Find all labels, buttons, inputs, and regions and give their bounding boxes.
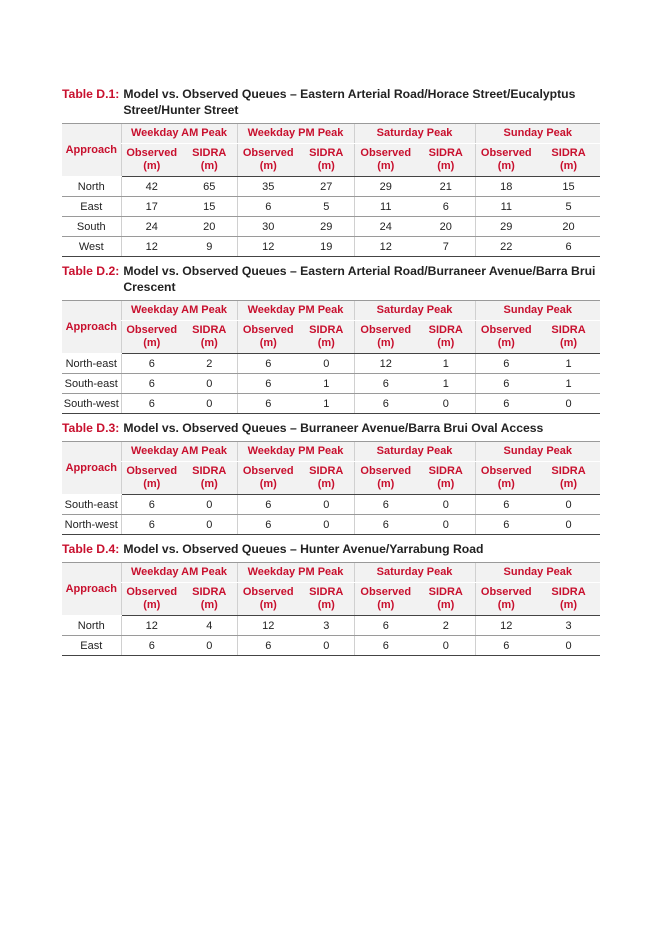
observed-cell: 35 — [237, 177, 299, 197]
table-body — [62, 177, 600, 257]
sidra-cell: 6 — [537, 237, 600, 257]
sidra-cell: 2 — [417, 616, 475, 636]
sidra-cell: 0 — [417, 636, 475, 656]
table-row — [62, 616, 600, 636]
observed-cell: 6 — [121, 394, 182, 414]
sidra-header: SIDRA (m) — [299, 321, 354, 354]
observed-cell: 6 — [475, 495, 537, 515]
observed-cell: 6 — [237, 354, 299, 374]
period-header: Saturday Peak — [354, 124, 475, 144]
table-caption — [62, 263, 600, 295]
observed-cell: 6 — [121, 495, 182, 515]
sidra-cell: 4 — [182, 616, 237, 636]
approach-cell: North — [62, 177, 121, 197]
observed-cell: 24 — [354, 217, 417, 237]
approach-cell: West — [62, 237, 121, 257]
table-row — [62, 354, 600, 374]
observed-header: Observed (m) — [237, 144, 299, 177]
observed-cell: 6 — [475, 636, 537, 656]
table-header — [62, 563, 600, 616]
table-row — [62, 197, 600, 217]
approach-cell: South-west — [62, 394, 121, 414]
sidra-cell: 15 — [182, 197, 237, 217]
period-header: Weekday PM Peak — [237, 124, 354, 144]
approach-cell: South-east — [62, 495, 121, 515]
observed-cell: 12 — [475, 616, 537, 636]
sidra-cell: 20 — [537, 217, 600, 237]
observed-header: Observed (m) — [354, 144, 417, 177]
table-header — [62, 124, 600, 177]
sidra-cell: 20 — [417, 217, 475, 237]
sidra-header: SIDRA (m) — [537, 321, 600, 354]
table-number: Table D.1: — [62, 87, 120, 101]
queue-table-section-2 — [62, 263, 600, 414]
observed-cell: 6 — [237, 394, 299, 414]
observed-header: Observed (m) — [237, 462, 299, 495]
sidra-cell: 0 — [182, 515, 237, 535]
observed-header: Observed (m) — [237, 321, 299, 354]
period-header: Weekday AM Peak — [121, 563, 237, 583]
approach-header: Approach — [62, 124, 121, 177]
table-row — [62, 394, 600, 414]
observed-cell: 6 — [354, 374, 417, 394]
sidra-cell: 3 — [537, 616, 600, 636]
observed-header: Observed (m) — [121, 583, 182, 616]
observed-cell: 6 — [354, 515, 417, 535]
sidra-header: SIDRA (m) — [417, 462, 475, 495]
table-row — [62, 237, 600, 257]
observed-cell: 12 — [354, 237, 417, 257]
queue-table — [62, 300, 600, 414]
sidra-cell: 3 — [299, 616, 354, 636]
sidra-cell: 0 — [299, 354, 354, 374]
sidra-cell: 19 — [299, 237, 354, 257]
table-number: Table D.3: — [62, 421, 120, 435]
observed-cell: 18 — [475, 177, 537, 197]
period-header: Saturday Peak — [354, 442, 475, 462]
sidra-cell: 0 — [417, 394, 475, 414]
sidra-cell: 1 — [299, 394, 354, 414]
table-caption — [62, 541, 600, 557]
period-header: Sunday Peak — [475, 442, 600, 462]
observed-cell: 11 — [354, 197, 417, 217]
table-title: Model vs. Observed Queues – Hunter Avenue/Yarrabung Road — [123, 542, 484, 556]
observed-header: Observed (m) — [237, 583, 299, 616]
sidra-cell: 0 — [537, 636, 600, 656]
approach-header: Approach — [62, 563, 121, 616]
queue-table — [62, 562, 600, 656]
period-header: Weekday AM Peak — [121, 442, 237, 462]
observed-cell: 6 — [237, 515, 299, 535]
sidra-cell: 0 — [182, 394, 237, 414]
approach-cell: South-east — [62, 374, 121, 394]
period-header: Weekday AM Peak — [121, 301, 237, 321]
sidra-cell: 0 — [537, 495, 600, 515]
sidra-header: SIDRA (m) — [537, 583, 600, 616]
observed-cell: 6 — [121, 374, 182, 394]
sidra-cell: 0 — [182, 495, 237, 515]
sidra-header: SIDRA (m) — [299, 144, 354, 177]
observed-header: Observed (m) — [475, 462, 537, 495]
observed-cell: 6 — [354, 636, 417, 656]
table-title: Model vs. Observed Queues – Eastern Arterial Road/Burraneer Avenue/Barra Brui Crescent — [123, 264, 596, 294]
period-header: Saturday Peak — [354, 563, 475, 583]
sidra-cell: 0 — [182, 636, 237, 656]
approach-cell: East — [62, 197, 121, 217]
observed-cell: 29 — [354, 177, 417, 197]
table-caption — [62, 420, 600, 436]
observed-header: Observed (m) — [121, 321, 182, 354]
observed-cell: 6 — [475, 515, 537, 535]
queue-table-section-1 — [62, 86, 600, 257]
period-header: Sunday Peak — [475, 563, 600, 583]
queue-table — [62, 441, 600, 535]
observed-cell: 6 — [121, 636, 182, 656]
approach-header: Approach — [62, 442, 121, 495]
sidra-cell: 0 — [417, 495, 475, 515]
observed-header: Observed (m) — [475, 144, 537, 177]
period-header: Sunday Peak — [475, 301, 600, 321]
approach-cell: North — [62, 616, 121, 636]
observed-header: Observed (m) — [354, 462, 417, 495]
period-header: Saturday Peak — [354, 301, 475, 321]
sidra-cell: 1 — [537, 354, 600, 374]
observed-cell: 6 — [354, 616, 417, 636]
approach-cell: East — [62, 636, 121, 656]
table-title: Model vs. Observed Queues – Eastern Arterial Road/Horace Street/Eucalyptus Street/Hunter Street — [123, 87, 576, 117]
period-header: Weekday PM Peak — [237, 563, 354, 583]
sidra-cell: 29 — [299, 217, 354, 237]
observed-cell: 12 — [121, 616, 182, 636]
table-caption — [62, 86, 600, 118]
sidra-cell: 0 — [417, 515, 475, 535]
observed-header: Observed (m) — [121, 144, 182, 177]
sidra-header: SIDRA (m) — [182, 321, 237, 354]
sidra-header: SIDRA (m) — [417, 583, 475, 616]
observed-header: Observed (m) — [475, 321, 537, 354]
table-title: Model vs. Observed Queues – Burraneer Avenue/Barra Brui Oval Access — [123, 421, 544, 435]
sidra-cell: 1 — [537, 374, 600, 394]
sidra-cell: 65 — [182, 177, 237, 197]
approach-cell: North-east — [62, 354, 121, 374]
sidra-cell: 27 — [299, 177, 354, 197]
observed-cell: 17 — [121, 197, 182, 217]
sidra-cell: 0 — [537, 515, 600, 535]
approach-cell: South — [62, 217, 121, 237]
table-row — [62, 177, 600, 197]
observed-cell: 12 — [237, 616, 299, 636]
table-header — [62, 301, 600, 354]
observed-header: Observed (m) — [121, 462, 182, 495]
observed-cell: 6 — [354, 394, 417, 414]
observed-cell: 6 — [475, 374, 537, 394]
table-row — [62, 495, 600, 515]
observed-cell: 6 — [121, 354, 182, 374]
sidra-cell: 1 — [417, 354, 475, 374]
observed-cell: 24 — [121, 217, 182, 237]
approach-cell: North-west — [62, 515, 121, 535]
approach-header: Approach — [62, 301, 121, 354]
sidra-cell: 20 — [182, 217, 237, 237]
sidra-header: SIDRA (m) — [299, 583, 354, 616]
observed-cell: 42 — [121, 177, 182, 197]
sidra-cell: 0 — [299, 495, 354, 515]
observed-cell: 12 — [354, 354, 417, 374]
sidra-header: SIDRA (m) — [537, 144, 600, 177]
observed-header: Observed (m) — [354, 321, 417, 354]
sidra-cell: 5 — [299, 197, 354, 217]
observed-header: Observed (m) — [354, 583, 417, 616]
table-row — [62, 515, 600, 535]
table-row — [62, 217, 600, 237]
observed-cell: 12 — [237, 237, 299, 257]
table-number: Table D.2: — [62, 264, 120, 278]
period-header: Weekday PM Peak — [237, 442, 354, 462]
queue-table-section-4 — [62, 541, 600, 656]
period-header: Sunday Peak — [475, 124, 600, 144]
observed-cell: 6 — [354, 495, 417, 515]
sidra-cell: 9 — [182, 237, 237, 257]
sidra-cell: 0 — [299, 636, 354, 656]
sidra-cell: 15 — [537, 177, 600, 197]
sidra-header: SIDRA (m) — [182, 144, 237, 177]
observed-cell: 12 — [121, 237, 182, 257]
observed-header: Observed (m) — [475, 583, 537, 616]
observed-cell: 30 — [237, 217, 299, 237]
period-header: Weekday AM Peak — [121, 124, 237, 144]
observed-cell: 6 — [475, 354, 537, 374]
observed-cell: 22 — [475, 237, 537, 257]
observed-cell: 6 — [237, 636, 299, 656]
observed-cell: 6 — [237, 197, 299, 217]
sidra-cell: 1 — [299, 374, 354, 394]
table-header — [62, 442, 600, 495]
sidra-header: SIDRA (m) — [417, 321, 475, 354]
observed-cell: 6 — [475, 394, 537, 414]
table-body — [62, 354, 600, 414]
table-body — [62, 616, 600, 656]
observed-cell: 29 — [475, 217, 537, 237]
observed-cell: 11 — [475, 197, 537, 217]
observed-cell: 6 — [237, 495, 299, 515]
table-row — [62, 636, 600, 656]
observed-cell: 6 — [237, 374, 299, 394]
sidra-cell: 21 — [417, 177, 475, 197]
sidra-cell: 0 — [537, 394, 600, 414]
sidra-cell: 7 — [417, 237, 475, 257]
sidra-header: SIDRA (m) — [299, 462, 354, 495]
period-header: Weekday PM Peak — [237, 301, 354, 321]
sidra-cell: 1 — [417, 374, 475, 394]
sidra-header: SIDRA (m) — [537, 462, 600, 495]
sidra-cell: 0 — [299, 515, 354, 535]
sidra-cell: 6 — [417, 197, 475, 217]
table-body — [62, 495, 600, 535]
sidra-header: SIDRA (m) — [182, 583, 237, 616]
sidra-header: SIDRA (m) — [417, 144, 475, 177]
table-number: Table D.4: — [62, 542, 120, 556]
observed-cell: 6 — [121, 515, 182, 535]
table-row — [62, 374, 600, 394]
sidra-header: SIDRA (m) — [182, 462, 237, 495]
sidra-cell: 2 — [182, 354, 237, 374]
queue-table-section-3 — [62, 420, 600, 535]
queue-table — [62, 123, 600, 257]
sidra-cell: 0 — [182, 374, 237, 394]
sidra-cell: 5 — [537, 197, 600, 217]
